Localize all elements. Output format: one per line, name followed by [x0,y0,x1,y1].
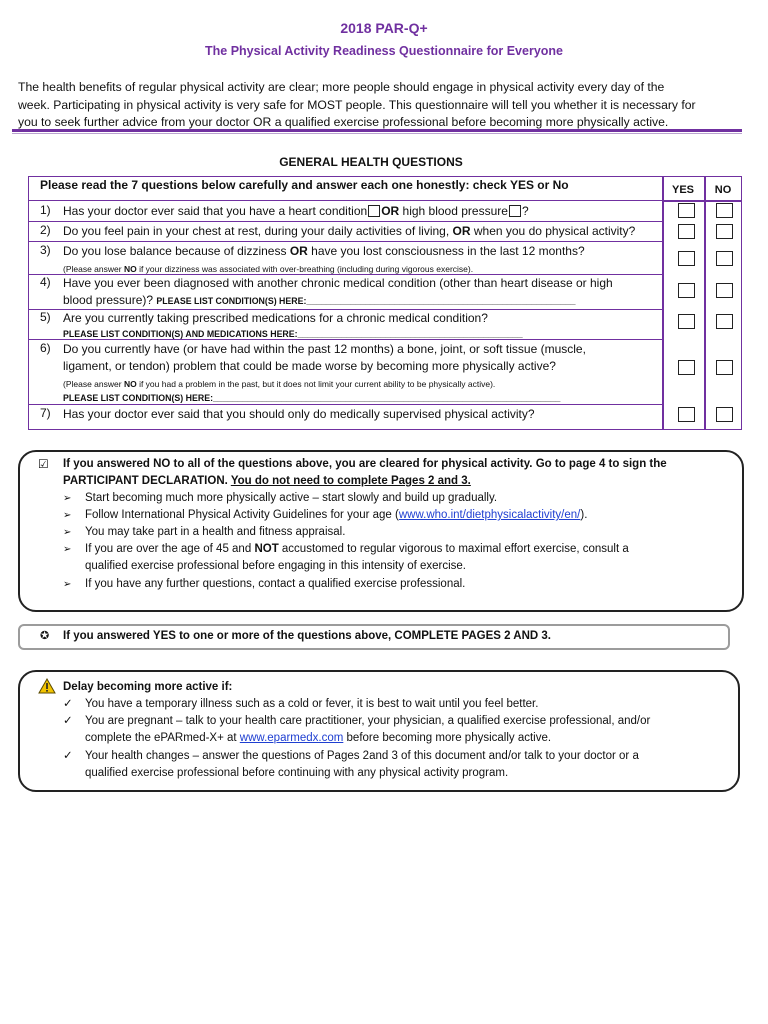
delay-item-2-line1: You are pregnant – talk to your health care practitioner, your physician, a qualified exercise professional, and/or [85,715,651,727]
arrow-bullet-icon: ➢ [63,579,72,590]
arrow-bullet-icon: ➢ [63,527,72,538]
cleared-heading-line1: If you answered NO to all of the questions above, you are cleared for physical activity. Go to page 4 to sign the [63,458,667,470]
question-4-line1: Have you ever been diagnosed with another chronic medical condition (other than heart disease or high [63,276,613,290]
eparmedx-link[interactable]: www.eparmedx.com [239,732,344,744]
page-title: 2018 PAR-Q+ [340,20,428,36]
cleared-bullet-5: If you have any further questions, contact a qualified exercise professional. [85,578,466,590]
q3-no-checkbox[interactable] [716,251,733,266]
question-5-line1: Are you currently taking prescribed medications for a chronic medical condition? [63,311,488,325]
question-text: blood pressure)? [63,293,157,307]
question-text: when you do physical activity? [470,224,636,238]
question-emphasis: OR [381,204,400,218]
question-text: high blood pressure [399,204,508,218]
cleared-bullet-3: You may take part in a health and fitness appraisal. [85,526,346,538]
intro-line: week. Participating in physical activity is very safe for MOST people. This questionnaire will tell you whether it is necessary for [18,97,696,112]
table-instructions: Please read the 7 questions below carefully and answer each one honestly: check YES or No [40,178,569,192]
bullet-text: accustomed to regular vigorous to maximal effort exercise, consult a [278,543,629,555]
question-1-text [63,203,529,219]
column-divider [704,176,706,430]
checked-box-icon: ☑ [38,457,49,471]
note-emphasis: NO [123,264,137,274]
arrow-bullet-icon: ➢ [63,510,72,521]
row-separator [28,241,662,242]
delay-item-1: You have a temporary illness such as a cold or fever, it is best to wait until you feel better. [85,698,539,710]
blood-pressure-checkbox[interactable] [509,205,521,217]
q2-no-checkbox[interactable] [716,224,733,239]
question-number: 3) [40,243,51,257]
section-title: GENERAL HEALTH QUESTIONS [279,155,463,169]
bullet-text: If you are over the age of 45 and [85,543,255,555]
q7-no-checkbox[interactable] [716,407,733,422]
bullet-emphasis: NOT [254,543,279,555]
check-icon: ✓ [63,750,73,762]
question-text: Do you feel pain in your chest at rest, during your daily activities of living, [63,224,453,238]
question-number: 2) [40,223,51,237]
intro-line: you to seek further advice from your doctor OR a qualified exercise professional before becoming more physically active. [18,115,669,129]
question-emphasis: OR [289,244,308,258]
condition-list-field[interactable]: PLEASE LIST CONDITION(S) HERE:_______________________________________________________ [156,296,576,306]
intro-line: The health benefits of regular physical activity are clear; more people should engage in physical activity every day of the [18,80,665,94]
question-4-line2 [63,292,576,309]
note-text: (Please answer [63,264,124,274]
q6-no-checkbox[interactable] [716,360,733,375]
q7-yes-checkbox[interactable] [678,407,695,422]
question-emphasis: OR [452,224,471,238]
question-6-line2: ligament, or tendon) problem that could be made worse by becoming more physically active? [63,359,556,373]
question-text: Do you lose balance because of dizziness [63,244,290,258]
row-separator [28,200,662,201]
who-guidelines-link[interactable]: www.who.int/dietphysicalactivity/en/ [398,509,581,521]
arrow-bullet-icon: ➢ [63,544,72,555]
note-text: if you had a problem in the past, but it does not limit your current ability to be physically active). [136,379,496,389]
delay-text: complete the ePARmed-X+ at [85,732,240,744]
question-text: have you lost consciousness in the last 12 months? [307,244,585,258]
cleared-bullet-4 [85,541,629,559]
arrow-bullet-icon: ➢ [63,493,72,504]
cleared-heading-line2 [63,473,471,491]
header-separator [662,200,742,202]
cleared-bullet-1: Start becoming much more physically active – start slowly and build up gradually. [85,492,498,504]
question-number: 5) [40,310,51,324]
yes-column-header: YES [671,184,694,196]
q2-yes-checkbox[interactable] [678,224,695,239]
question-6-line1: Do you currently have (or have had within the past 12 months) a bone, joint, or soft tissue (muscle, [63,342,586,356]
delay-item-3-line1: Your health changes – answer the questions of Pages 2and 3 of this document and/or talk to your doctor or a [85,750,639,762]
row-separator [28,221,662,222]
question-text: ? [521,204,529,218]
question-2-text [63,223,661,239]
q5-no-checkbox[interactable] [716,314,733,329]
question-number: 4) [40,275,51,289]
circle-bullet-icon: ✪ [40,630,50,642]
note-text: if your dizziness was associated with over-breathing (including during vigorous exercise). [136,264,474,274]
cleared-heading-underline: You do not need to complete Pages 2 and 3. [230,475,471,487]
cleared-heading-text: PARTICIPANT DECLARATION. [63,475,231,487]
question-7-text: Has your doctor ever said that you should only do medically supervised physical activity? [63,407,535,421]
yes-answer-text: If you answered YES to one or more of the questions above, COMPLETE PAGES 2 AND 3. [63,630,551,642]
heart-condition-checkbox[interactable] [368,205,380,217]
q1-no-checkbox[interactable] [716,203,733,218]
note-emphasis: NO [123,379,137,389]
column-divider [662,176,664,430]
question-number: 7) [40,406,51,420]
question-number: 1) [40,203,51,217]
note-text: (Please answer [63,379,124,389]
bullet-text: Follow International Physical Activity Guidelines for your age ( [85,509,399,521]
question-text: Has your doctor ever said that you have a heart condition [63,204,368,218]
warning-icon [38,678,56,699]
q6-yes-checkbox[interactable] [678,360,695,375]
divider [12,129,742,132]
q3-yes-checkbox[interactable] [678,251,695,266]
delay-heading: Delay becoming more active if: [63,681,233,693]
divider-shadow [12,133,742,134]
delay-text: before becoming more physically active. [343,732,552,744]
question-number: 6) [40,341,51,355]
cleared-bullet-2 [85,507,587,525]
cleared-bullet-4-line2: qualified exercise professional before engaging in this intensity of exercise. [85,560,466,572]
no-column-header: NO [714,184,732,196]
q5-yes-checkbox[interactable] [678,314,695,329]
check-icon: ✓ [63,698,73,710]
delay-item-2-line2 [85,730,551,748]
q4-no-checkbox[interactable] [716,283,733,298]
q1-yes-checkbox[interactable] [678,203,695,218]
bone-joint-list-field[interactable]: PLEASE LIST CONDITION(S) HERE:_______________________________________________________________________ [63,393,561,403]
page-subtitle: The Physical Activity Readiness Questionnaire for Everyone [205,44,563,58]
bullet-text: ). [580,509,588,521]
check-icon: ✓ [63,715,73,727]
question-3-text [63,243,585,259]
intro-paragraph [18,79,738,132]
delay-item-3-line2: qualified exercise professional before continuing with any physical activity program. [85,767,509,779]
q4-yes-checkbox[interactable] [678,283,695,298]
medications-list-field[interactable]: PLEASE LIST CONDITION(S) AND MEDICATIONS HERE:______________________________________________ [63,329,523,339]
